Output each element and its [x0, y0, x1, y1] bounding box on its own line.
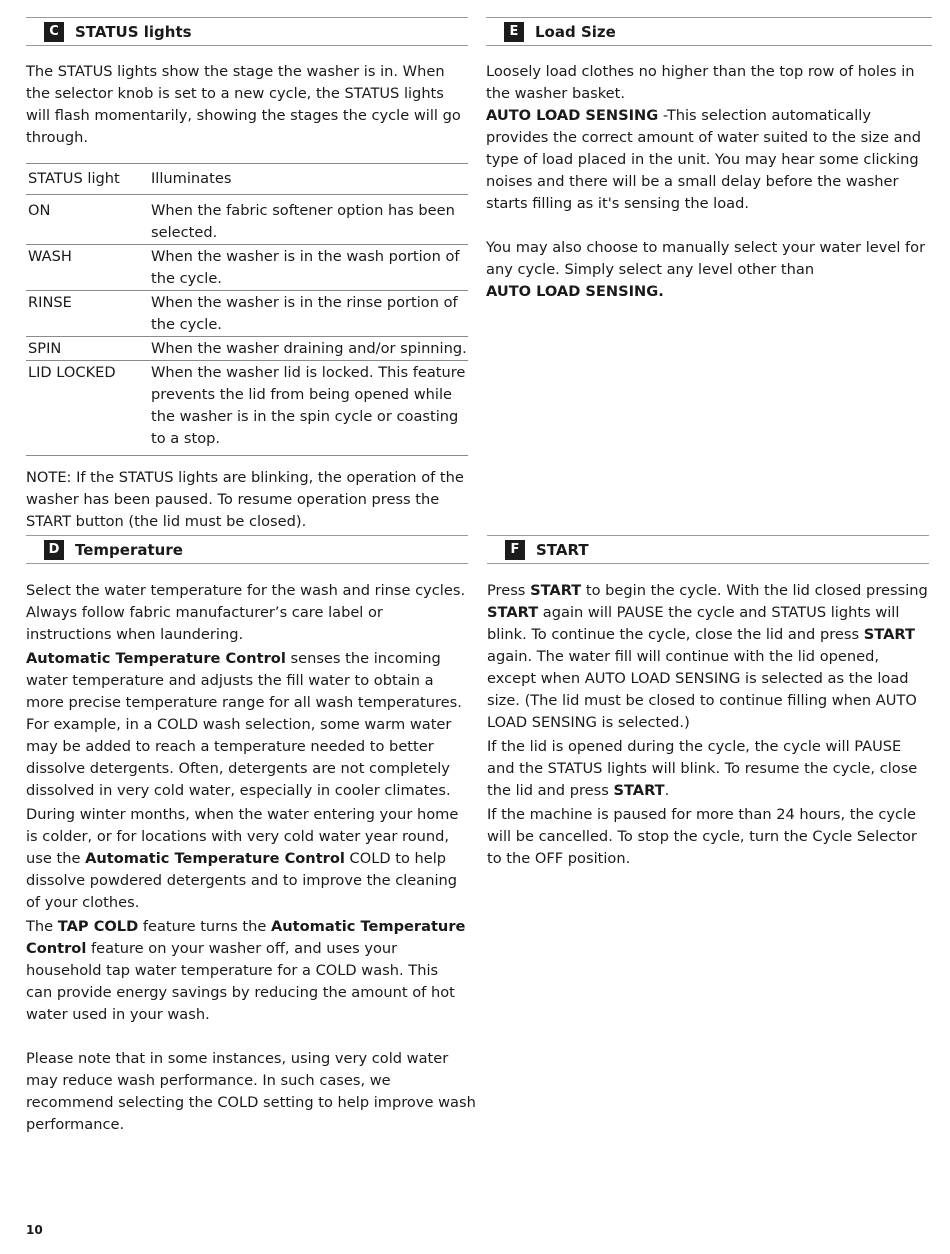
- section-title: START: [536, 540, 589, 559]
- status-note-paragraph: NOTE: If the STATUS lights are blinking, the operation of the washer has been paused. To resume operation press the START button (the lid must be closed).: [26, 469, 464, 530]
- status-light-name: LID LOCKED: [28, 364, 116, 381]
- table-row: [26, 291, 468, 337]
- start-label: START: [487, 604, 539, 621]
- section-start: [487, 535, 929, 870]
- start-text: again will PAUSE the cycle and STATUS lights will blink. To continue the cycle, close the lid and press: [487, 604, 900, 643]
- section-letter-badge: D: [44, 540, 64, 560]
- status-light-description: When the washer draining and/or spinning.: [151, 340, 467, 357]
- section-header: [486, 17, 932, 46]
- tap-cold-label: TAP COLD: [57, 918, 139, 935]
- temperature-paragraph: Select the water temperature for the wash and rinse cycles. Always follow fabric manufacturer’s care label or instructions when laundering.: [26, 582, 466, 643]
- lid-opened-text: If the lid is opened during the cycle, the cycle will PAUSE and the STATUS lights will blink. To resume the cycle, close the lid and press: [487, 738, 918, 799]
- auto-load-sensing-label: AUTO LOAD SENSING: [486, 107, 659, 124]
- page-number: 10: [26, 1223, 43, 1237]
- section-load-size: [486, 17, 932, 303]
- start-label: START: [530, 582, 582, 599]
- automatic-temperature-control-label: Automatic Temperature Control: [26, 650, 286, 667]
- start-text: Press: [487, 582, 531, 599]
- paused-cancelled-paragraph: If the machine is paused for more than 24 hours, the cycle will be cancelled. To stop the cycle, turn the Cycle Selector to the OFF position.: [487, 806, 917, 867]
- start-paragraph: [487, 580, 929, 734]
- table-header-cell: Illuminates: [151, 170, 232, 187]
- section-title: Temperature: [75, 540, 183, 559]
- status-light-description: When the washer is in the wash portion of the cycle.: [151, 248, 460, 287]
- start-label: START: [863, 626, 915, 643]
- automatic-temperature-control-text: senses the incoming water temperature and adjusts the fill water to obtain a more precise temperature range for all wash temperatures. For example, in a COLD wash selection, some warm water may be added to reach a temperature needed to better dissolve detergents. Often, detergents are not completely dissolved in very cold water, especially in cooler climates.: [26, 650, 462, 799]
- section-title: Load Size: [535, 22, 616, 41]
- section-letter-badge: E: [504, 22, 524, 42]
- tap-cold-paragraph: [26, 916, 468, 1026]
- tap-cold-text: feature on your washer off, and uses your household tap water temperature for a COLD wash. This can provide energy savings by reducing the amount of hot water used in your wash.: [26, 940, 455, 1023]
- start-label: START: [613, 782, 665, 799]
- automatic-temperature-control-paragraph: [26, 648, 468, 802]
- status-light-description: When the washer is in the rinse portion of the cycle.: [151, 294, 458, 333]
- status-light-description: When the washer lid is locked. This feature prevents the lid from being opened while the washer is in the spin cycle or coasting to a stop.: [151, 364, 466, 447]
- status-light-description: When the fabric softener option has been selected.: [151, 202, 455, 241]
- table-row: [26, 195, 468, 245]
- tap-cold-text: The: [26, 918, 58, 935]
- table-header-cell: STATUS light: [28, 170, 120, 187]
- section-header: [26, 535, 468, 564]
- manual-water-level-paragraph: [486, 237, 932, 303]
- section-title: STATUS lights: [75, 22, 192, 41]
- status-light-name: ON: [28, 202, 51, 219]
- table-header-row: [26, 164, 468, 195]
- section-header: [26, 17, 468, 46]
- status-intro-paragraph: The STATUS lights show the stage the washer is in. When the selector knob is set to a new cycle, the STATUS lights will flash momentarily, showing the stages the cycle will go through.: [26, 63, 461, 146]
- section-letter-badge: F: [505, 540, 525, 560]
- status-light-name: WASH: [28, 248, 72, 265]
- automatic-temperature-control-label: Automatic Temperature Control: [85, 850, 345, 867]
- table-row: [26, 337, 468, 361]
- load-size-paragraph: Loosely load clothes no higher than the top row of holes in the washer basket.: [486, 63, 915, 102]
- start-text: again. The water fill will continue with the lid opened, except when AUTO LOAD SENSING is selected as the load size. (The lid must be closed to continue filling when AUTO LOAD SENSING is selected.): [487, 648, 917, 731]
- section-status-lights: [26, 17, 468, 533]
- section-header: [487, 535, 929, 564]
- auto-load-sensing-text: -This selection automatically provides the correct amount of water suited to the size and type of load placed in the unit. You may hear some clicking noises and there will be a small delay before the washer starts filling as it's sensing the load.: [486, 107, 922, 212]
- status-light-name: RINSE: [28, 294, 72, 311]
- section-temperature: [26, 535, 480, 1136]
- automatic-temperature-control-label: Automatic Temperature Control: [26, 918, 466, 957]
- status-light-name: SPIN: [28, 340, 62, 357]
- wash-performance-paragraph: Please note that in some instances, using very cold water may reduce wash performance. In such cases, we recommend selecting the COLD setting to help improve wash performance.: [26, 1050, 476, 1133]
- auto-load-sensing-paragraph: [486, 105, 932, 215]
- table-row: [26, 361, 468, 456]
- winter-months-text: COLD to help dissolve powdered detergents and to improve the cleaning of your clothes.: [26, 850, 458, 911]
- winter-months-text: During winter months, when the water entering your home is colder, or for locations with very cold water year round, use the: [26, 806, 459, 867]
- table-row: [26, 245, 468, 291]
- tap-cold-text: feature turns the: [138, 918, 271, 935]
- status-lights-table: [26, 163, 468, 456]
- lid-opened-text: .: [664, 782, 670, 799]
- winter-months-paragraph: [26, 804, 468, 914]
- auto-load-sensing-label: AUTO LOAD SENSING.: [486, 283, 664, 300]
- lid-opened-paragraph: [487, 736, 929, 802]
- start-text: to begin the cycle. With the lid closed pressing: [581, 582, 928, 599]
- manual-water-level-text: You may also choose to manually select your water level for any cycle. Simply select any level other than: [486, 239, 926, 278]
- section-letter-badge: C: [44, 22, 64, 42]
